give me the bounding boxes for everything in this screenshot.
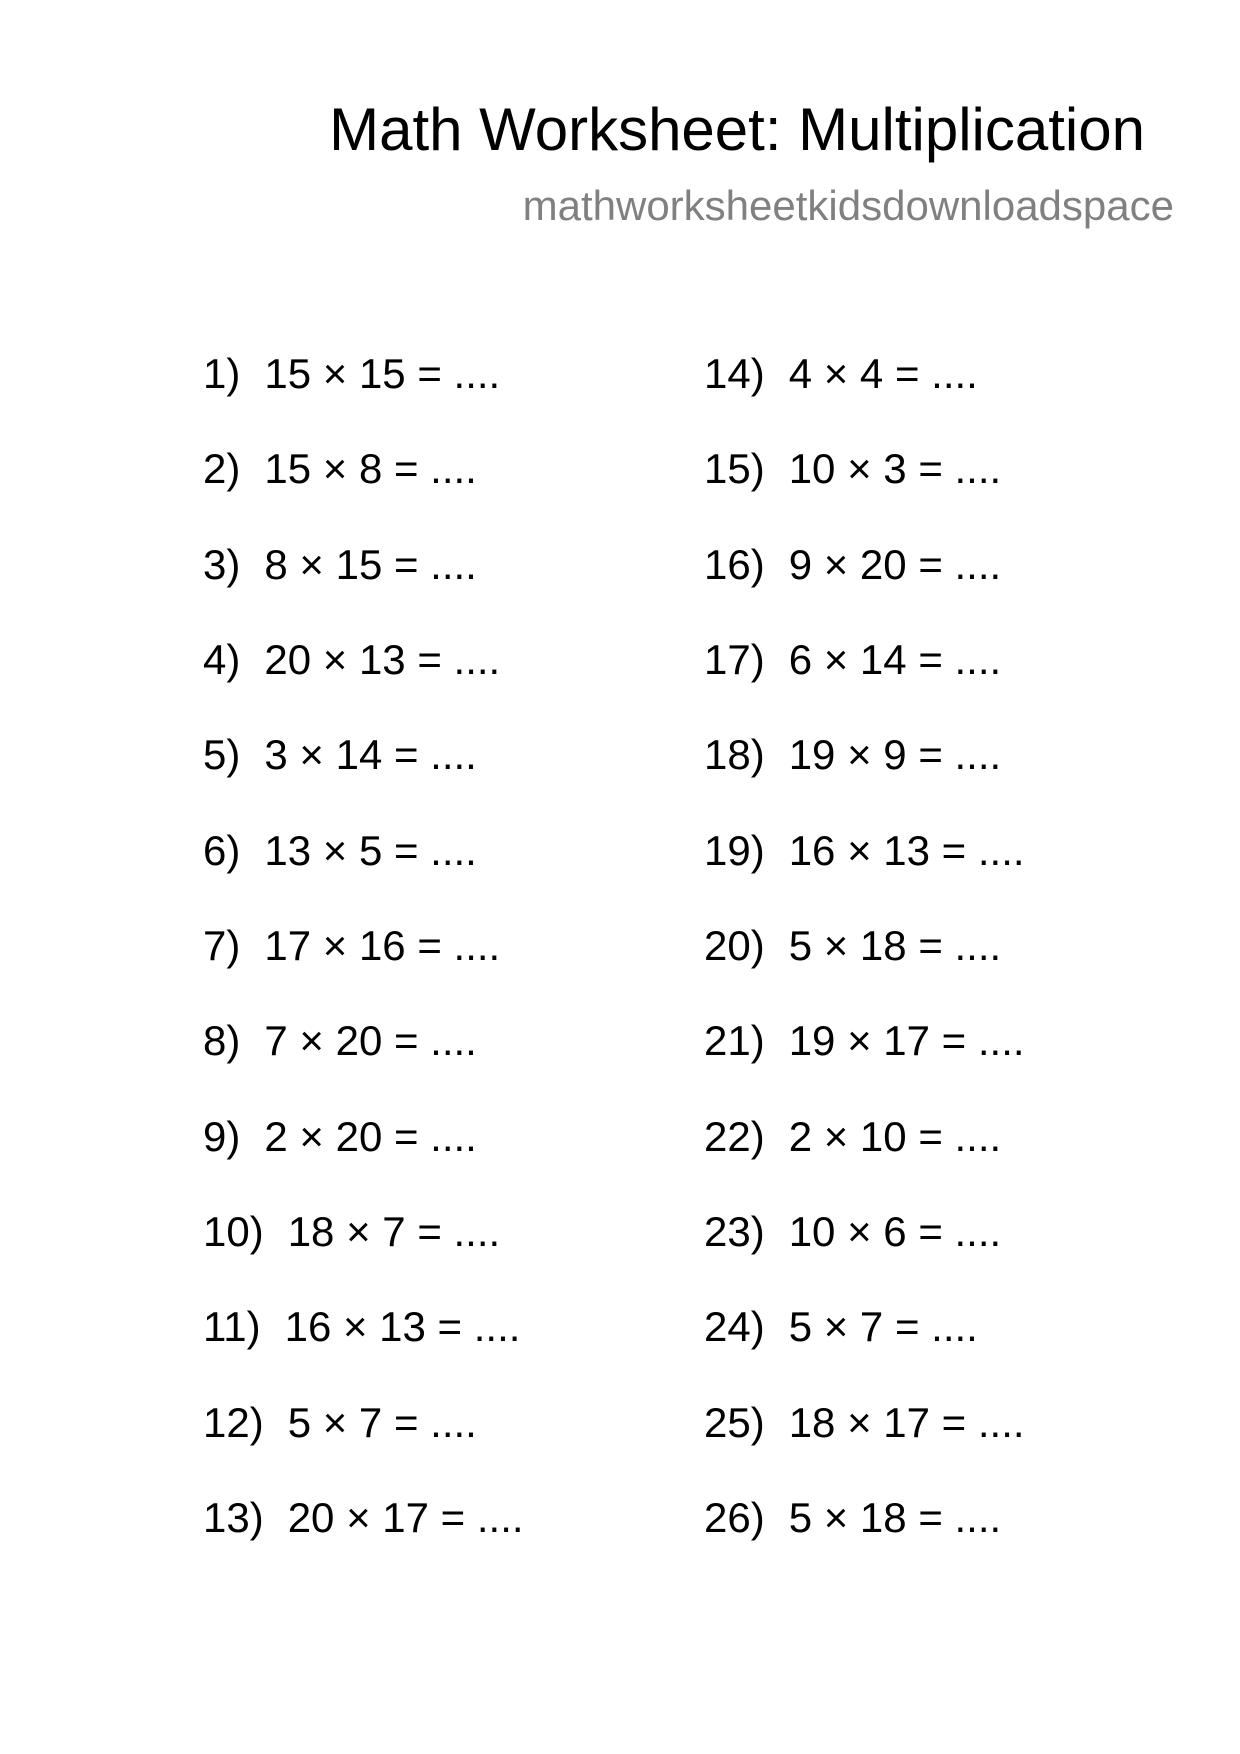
problem-expression: 20 × 17 = ....	[287, 1493, 524, 1541]
problem-item	[704, 1207, 1025, 1306]
problem-expression: 10 × 6 = ....	[788, 1207, 1002, 1255]
problem-item	[203, 540, 524, 639]
problem-item	[704, 1398, 1025, 1497]
problem-expression: 15 × 8 = ....	[264, 445, 477, 493]
problem-item	[704, 1112, 1025, 1211]
problem-expression: 5 × 7 = ....	[788, 1303, 978, 1351]
problem-expression: 15 × 15 = ....	[264, 350, 501, 397]
problem-expression: 10 × 3 = ....	[788, 445, 1002, 493]
problem-expression: 16 × 13 = ....	[788, 826, 1025, 874]
problem-item	[203, 635, 524, 734]
problem-number: 26)	[704, 1493, 765, 1541]
problem-number: 8)	[203, 1017, 241, 1065]
problem-item	[704, 826, 1025, 925]
problem-expression: 4 × 4 = ....	[788, 350, 978, 397]
problem-number: 21)	[704, 1017, 765, 1065]
problem-number: 23)	[704, 1207, 765, 1255]
problem-expression: 7 × 20 = ....	[264, 1017, 477, 1065]
problem-item	[704, 1493, 1025, 1592]
problem-number: 17)	[704, 635, 765, 683]
problem-number: 16)	[704, 540, 765, 588]
page-subtitle: mathworksheetkidsdownloadspace	[522, 182, 1174, 229]
problem-expression: 5 × 7 = ....	[287, 1398, 477, 1446]
problem-number: 20)	[704, 921, 765, 969]
problem-item	[704, 445, 1025, 543]
problem-expression: 6 × 14 = ....	[788, 635, 1002, 683]
problem-expression: 5 × 18 = ....	[788, 1493, 1002, 1541]
problem-number: 2)	[203, 445, 241, 493]
problem-item	[203, 350, 524, 448]
problem-expression: 13 × 5 = ....	[264, 826, 477, 874]
problem-item	[203, 826, 524, 925]
problem-item	[203, 921, 524, 1020]
problem-column-right	[704, 350, 1025, 1592]
problem-expression: 5 × 18 = ....	[788, 921, 1002, 969]
problem-expression: 8 × 15 = ....	[264, 540, 477, 588]
problem-number: 18)	[704, 731, 765, 779]
problem-number: 25)	[704, 1398, 765, 1446]
problem-number: 6)	[203, 826, 241, 874]
problem-number: 13)	[203, 1493, 264, 1541]
problem-item	[704, 635, 1025, 734]
problem-number: 11)	[203, 1303, 261, 1351]
problem-item	[704, 1303, 1025, 1401]
problem-number: 14)	[704, 350, 765, 397]
problem-item	[203, 1493, 524, 1592]
problem-expression: 20 × 13 = ....	[264, 635, 501, 683]
problem-number: 4)	[203, 635, 241, 683]
problem-number: 15)	[704, 445, 765, 493]
problem-column-left	[203, 350, 524, 1592]
problem-expression: 18 × 7 = ....	[287, 1207, 501, 1255]
problem-item	[704, 921, 1025, 1020]
problem-item	[704, 1017, 1025, 1115]
problem-expression: 2 × 20 = ....	[264, 1112, 477, 1160]
problem-number: 12)	[203, 1398, 264, 1446]
problem-item	[203, 731, 524, 829]
problem-expression: 9 × 20 = ....	[788, 540, 1002, 588]
problem-expression: 2 × 10 = ....	[788, 1112, 1002, 1160]
problem-item	[203, 445, 524, 543]
problem-item	[203, 1112, 524, 1211]
problem-item	[704, 731, 1025, 829]
problem-item	[203, 1398, 524, 1497]
problem-number: 1)	[203, 350, 241, 397]
problem-number: 9)	[203, 1112, 241, 1160]
problem-number: 5)	[203, 731, 241, 779]
problem-expression: 18 × 17 = ....	[788, 1398, 1025, 1446]
problem-number: 19)	[704, 826, 765, 874]
problem-expression: 3 × 14 = ....	[264, 731, 477, 779]
problem-expression: 19 × 9 = ....	[788, 731, 1002, 779]
problem-expression: 19 × 17 = ....	[788, 1017, 1025, 1065]
problem-number: 24)	[704, 1303, 765, 1351]
problem-number: 22)	[704, 1112, 765, 1160]
problem-expression: 16 × 13 = ....	[284, 1303, 521, 1351]
problem-expression: 17 × 16 = ....	[264, 921, 501, 969]
problem-number: 7)	[203, 921, 241, 969]
problem-item	[704, 540, 1025, 639]
problem-item	[704, 350, 1025, 448]
problem-item	[203, 1207, 524, 1306]
problem-number: 3)	[203, 540, 241, 588]
problem-item	[203, 1303, 524, 1401]
problem-item	[203, 1017, 524, 1115]
problem-number: 10)	[203, 1207, 264, 1255]
page-title: Math Worksheet: Multiplication	[329, 96, 1145, 163]
